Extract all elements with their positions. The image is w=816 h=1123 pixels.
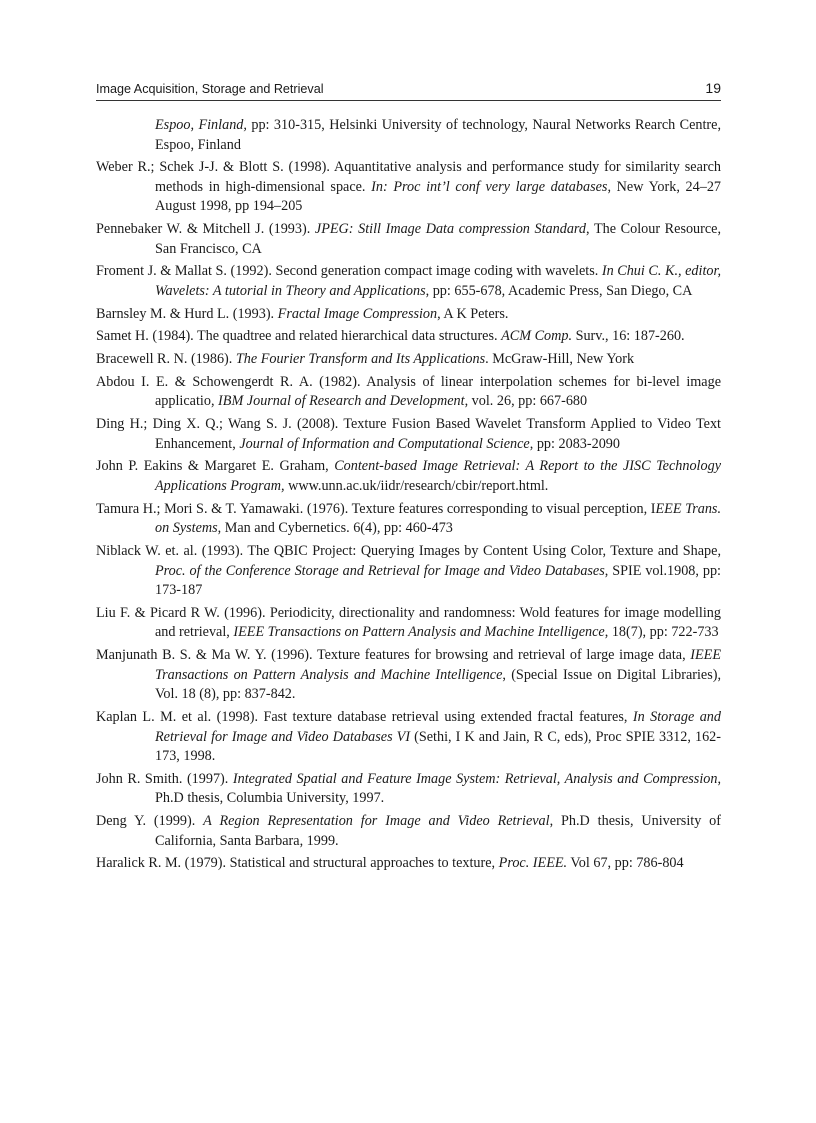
reference-entry: Weber R.; Schek J-J. & Blott S. (1998). Aquantitative analysis and performance study for similarity search methods in high-dimensional space. In: Proc int’l conf very large databases, New York, 24–27 August 1998, pp 194–205 [96, 159, 722, 215]
reference-entry: Espoo, Finland, pp: 310-315, Helsinki University of technology, Naural Networks Rearch Centre, Espoo, Finland [155, 117, 722, 153]
reference-entry: Deng Y. (1999). A Region Representation for Image and Video Retrieval, Ph.D thesis, University of California, Santa Barbara, 1999. [96, 813, 721, 849]
reference-entry: Manjunath B. S. & Ma W. Y. (1996). Texture features for browsing and retrieval of large image data, IEEE Transactions on Pattern Analysis and Machine Intelligence, (Special Issue on Digital Libraries), Vol. 18 (8), pp: 837-842. [96, 647, 721, 703]
reference-entry: Pennebaker W. & Mitchell J. (1993). JPEG: Still Image Data compression Standard, The Colour Resource, San Francisco, CA [96, 221, 722, 257]
reference-entry: Barnsley M. & Hurd L. (1993). Fractal Image Compression, A K Peters. [96, 305, 509, 322]
reference-entry: Haralick R. M. (1979). Statistical and structural approaches to texture, Proc. IEEE. Vol 67, pp: 786-804 [96, 855, 684, 872]
reference-entry: Bracewell R. N. (1986). The Fourier Transform and Its Applications. McGraw-Hill, New York [96, 351, 635, 368]
reference-list [96, 116, 721, 877]
page-number: 19 [705, 80, 721, 96]
reference-entry: Samet H. (1984). The quadtree and related hierarchical data structures. ACM Comp. Surv., 16: 187-260. [96, 328, 685, 345]
reference-entry: John R. Smith. (1997). Integrated Spatial and Feature Image System: Retrieval, Analysis and Compression, Ph.D thesis, Columbia University, 1997. [96, 770, 721, 807]
reference-entry: Kaplan L. M. et al. (1998). Fast texture database retrieval using extended fractal features, In Storage and Retrieval for Image and Video Databases VI (Sethi, I K and Jain, R C, eds), Proc SPIE 3312, 162-173, 1998. [96, 708, 721, 765]
running-header [96, 80, 721, 101]
reference-entry: Niblack W. et. al. (1993). The QBIC Project: Querying Images by Content Using Color, Texture and Shape, Proc. of the Conference Storage and Retrieval for Image and Video Databases, SPIE vol.1908, pp: 173-187 [96, 542, 721, 599]
reference-entry: Abdou I. E. & Schowengerdt R. A. (1982). Analysis of linear interpolation schemes for bi-level image applicatio, IBM Journal of Research and Development, vol. 26, pp: 667-680 [96, 373, 721, 410]
reference-entry: Tamura H.; Mori S. & T. Yamawaki. (1976). Texture features corresponding to visual perception, IEEE Trans. on Systems, Man and Cybernetics. 6(4), pp: 460-473 [96, 500, 721, 537]
reference-entry: Froment J. & Mallat S. (1992). Second generation compact image coding with wavelets. In Chui C. K., editor, Wavelets: A tutorial in Theory and Applications, pp: 655-678, Academic Press, San Diego, CA [96, 263, 721, 300]
reference-entry: Liu F. & Picard R W. (1996). Periodicity, directionality and randomness: Wold features for image modelling and retrieval, IEEE Transactions on Pattern Analysis and Machine Intelligence, 18(7), pp: 722-733 [96, 604, 721, 641]
reference-entry: John P. Eakins & Margaret E. Graham, Content-based Image Retrieval: A Report to the JISC Technology Applications Program, www.unn.ac.uk/iidr/research/cbir/report.html. [96, 458, 721, 494]
running-header-title: Image Acquisition, Storage and Retrieval [96, 82, 324, 96]
reference-entry: Ding H.; Ding X. Q.; Wang S. J. (2008). Texture Fusion Based Wavelet Transform Applied to Video Text Enhancement, Journal of Information and Computational Science, pp: 2083-2090 [96, 416, 721, 452]
